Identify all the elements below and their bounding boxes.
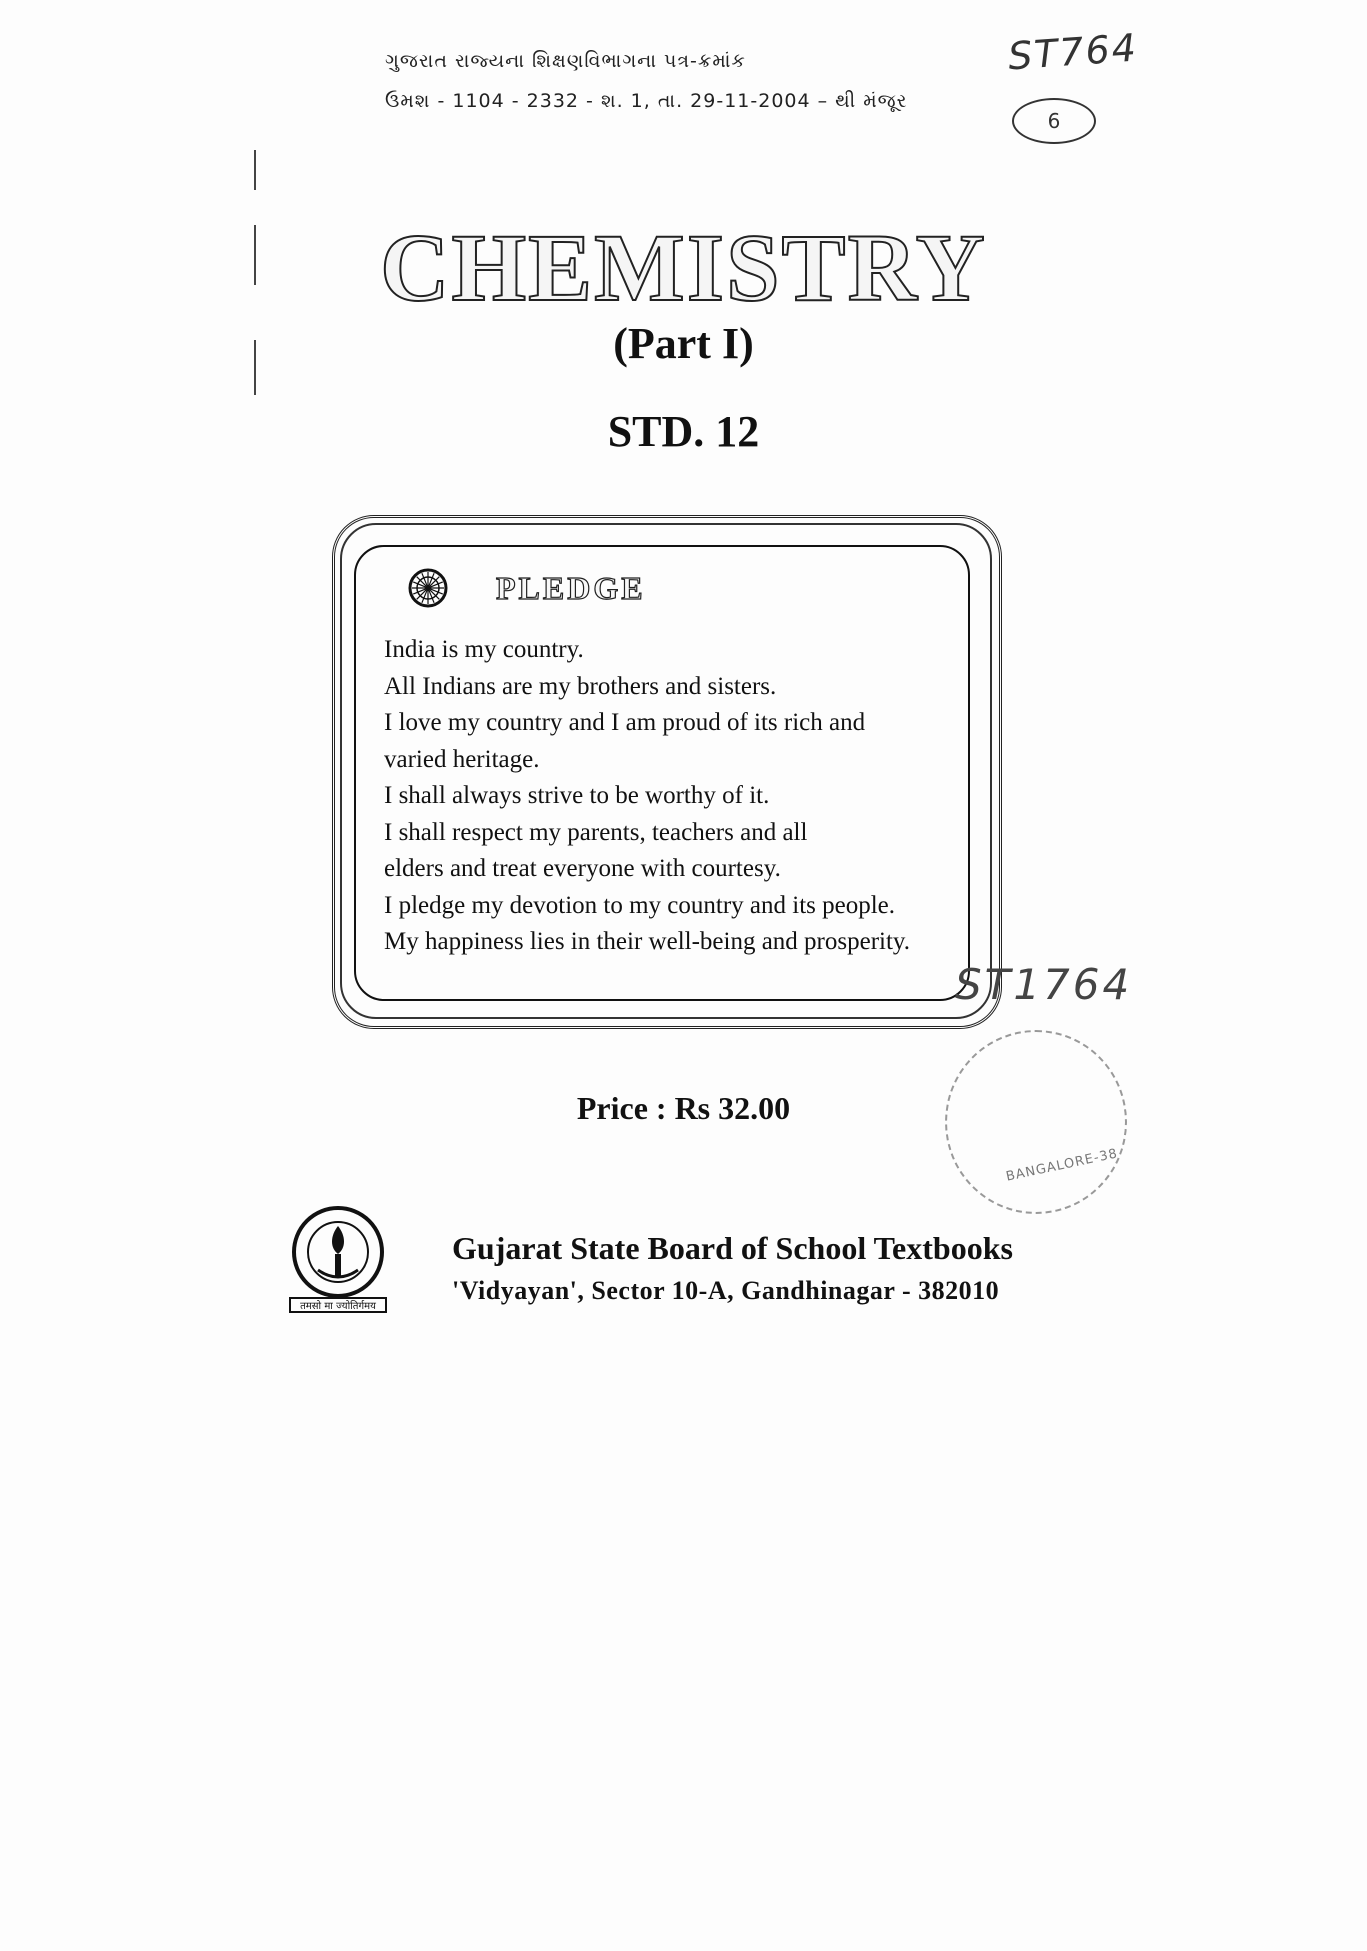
approval-line-2: ઉમશ - 1104 - 2332 - શ. 1, તા. 29-11-2004 – થી મંજૂર	[385, 90, 908, 112]
book-standard: STD. 12	[607, 407, 760, 456]
book-part: (Part I)	[613, 319, 754, 368]
publisher-name: Gujarat State Board of School Textbooks	[452, 1230, 1013, 1266]
publisher-address: 'Vidyayan', Sector 10-A, Gandhinagar - 382010	[452, 1276, 1000, 1305]
circled-number	[1012, 98, 1096, 144]
book-title: CHEMISTRY	[380, 214, 987, 321]
pledge-line: I love my country and I am proud of its rich and	[384, 709, 866, 736]
pledge-line: I shall always strive to be worthy of it.	[384, 782, 770, 809]
pledge-heading: PLEDGE	[496, 570, 646, 606]
pledge-line: India is my country.	[384, 636, 584, 663]
pledge-line: varied heritage.	[384, 745, 540, 773]
pledge-line: I shall respect my parents, teachers and all	[384, 818, 808, 846]
approval-line-1: ગુજરાત રાજ્યના શિક્ષણવિભાગના પત્ર-ક્રમાંક	[385, 50, 746, 72]
handwritten-accession: ST1764	[955, 960, 1133, 1009]
ashoka-chakra-icon	[408, 568, 448, 608]
pledge-line: My happiness lies in their well-being and prosperity.	[384, 928, 911, 955]
pledge-line: All Indians are my brothers and sisters.	[384, 672, 777, 700]
board-seal-logo	[280, 1200, 396, 1314]
pledge-line: I pledge my devotion to my country and its people.	[384, 891, 896, 919]
margin-mark	[254, 150, 256, 190]
pledge-text	[384, 632, 910, 961]
logo-motto: तमसो मा ज्योतिर्गमय	[300, 1301, 376, 1312]
library-stamp-text: BANGALORE-38	[1004, 1146, 1120, 1185]
pledge-line: elders and treat everyone with courtesy.	[384, 855, 781, 882]
handwritten-code: ST764	[1006, 25, 1140, 79]
circled-number-text: 6	[1047, 109, 1061, 133]
price-label: Price : Rs 32.00	[576, 1090, 791, 1126]
